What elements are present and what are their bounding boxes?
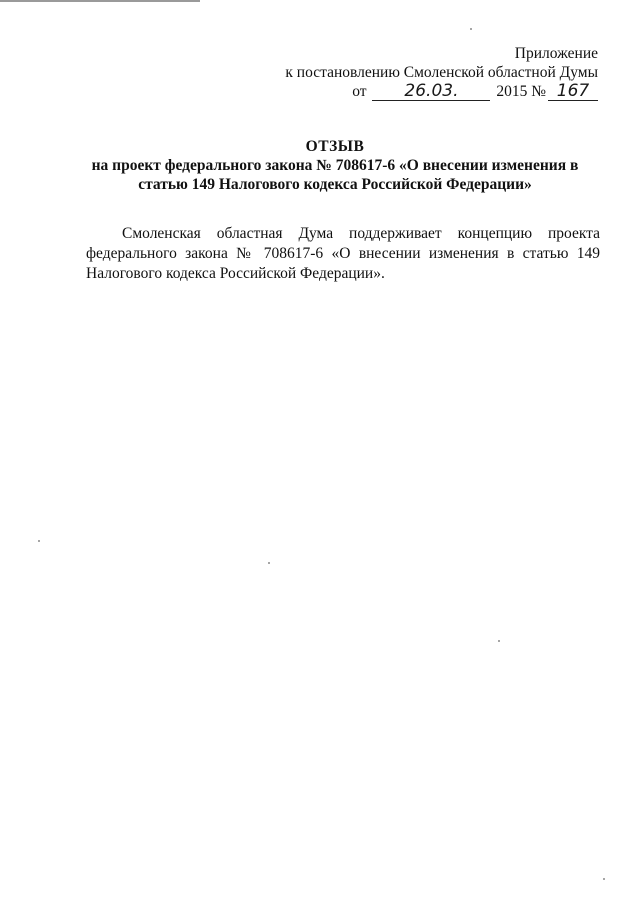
appendix-resolution: к постановлению Смоленской областной Думы [285,64,598,81]
from-label: от [352,83,367,100]
number-handwritten: 167 [548,83,598,101]
appendix-date-line [285,82,598,101]
document-subject-line-1: на проект федерального закона № 708617-6 «О внесении изменения в [91,157,579,174]
document-title-block [80,137,590,194]
scan-speck [603,878,605,880]
scan-edge-line [0,0,200,2]
appendix-title: Приложение [514,45,598,62]
date-handwritten: 26.03. [372,83,490,101]
document-heading: ОТЗЫВ [305,138,365,155]
scan-speck [38,540,40,542]
scan-speck [498,640,500,642]
appendix-block [285,44,598,101]
document-subject-line-2: статью 149 Налогового кодекса Российской Федерации» [138,176,532,193]
scan-speck [268,562,270,564]
number-label: № [531,83,546,100]
year-text: 2015 [496,83,528,100]
document-body: Смоленская областная Дума поддерживает концепцию проекта федерального закона № 708617-6 «О внесении изменения в статью 149 Налогового кодекса Российской Федерации». [86,225,600,282]
scan-speck [470,28,472,30]
